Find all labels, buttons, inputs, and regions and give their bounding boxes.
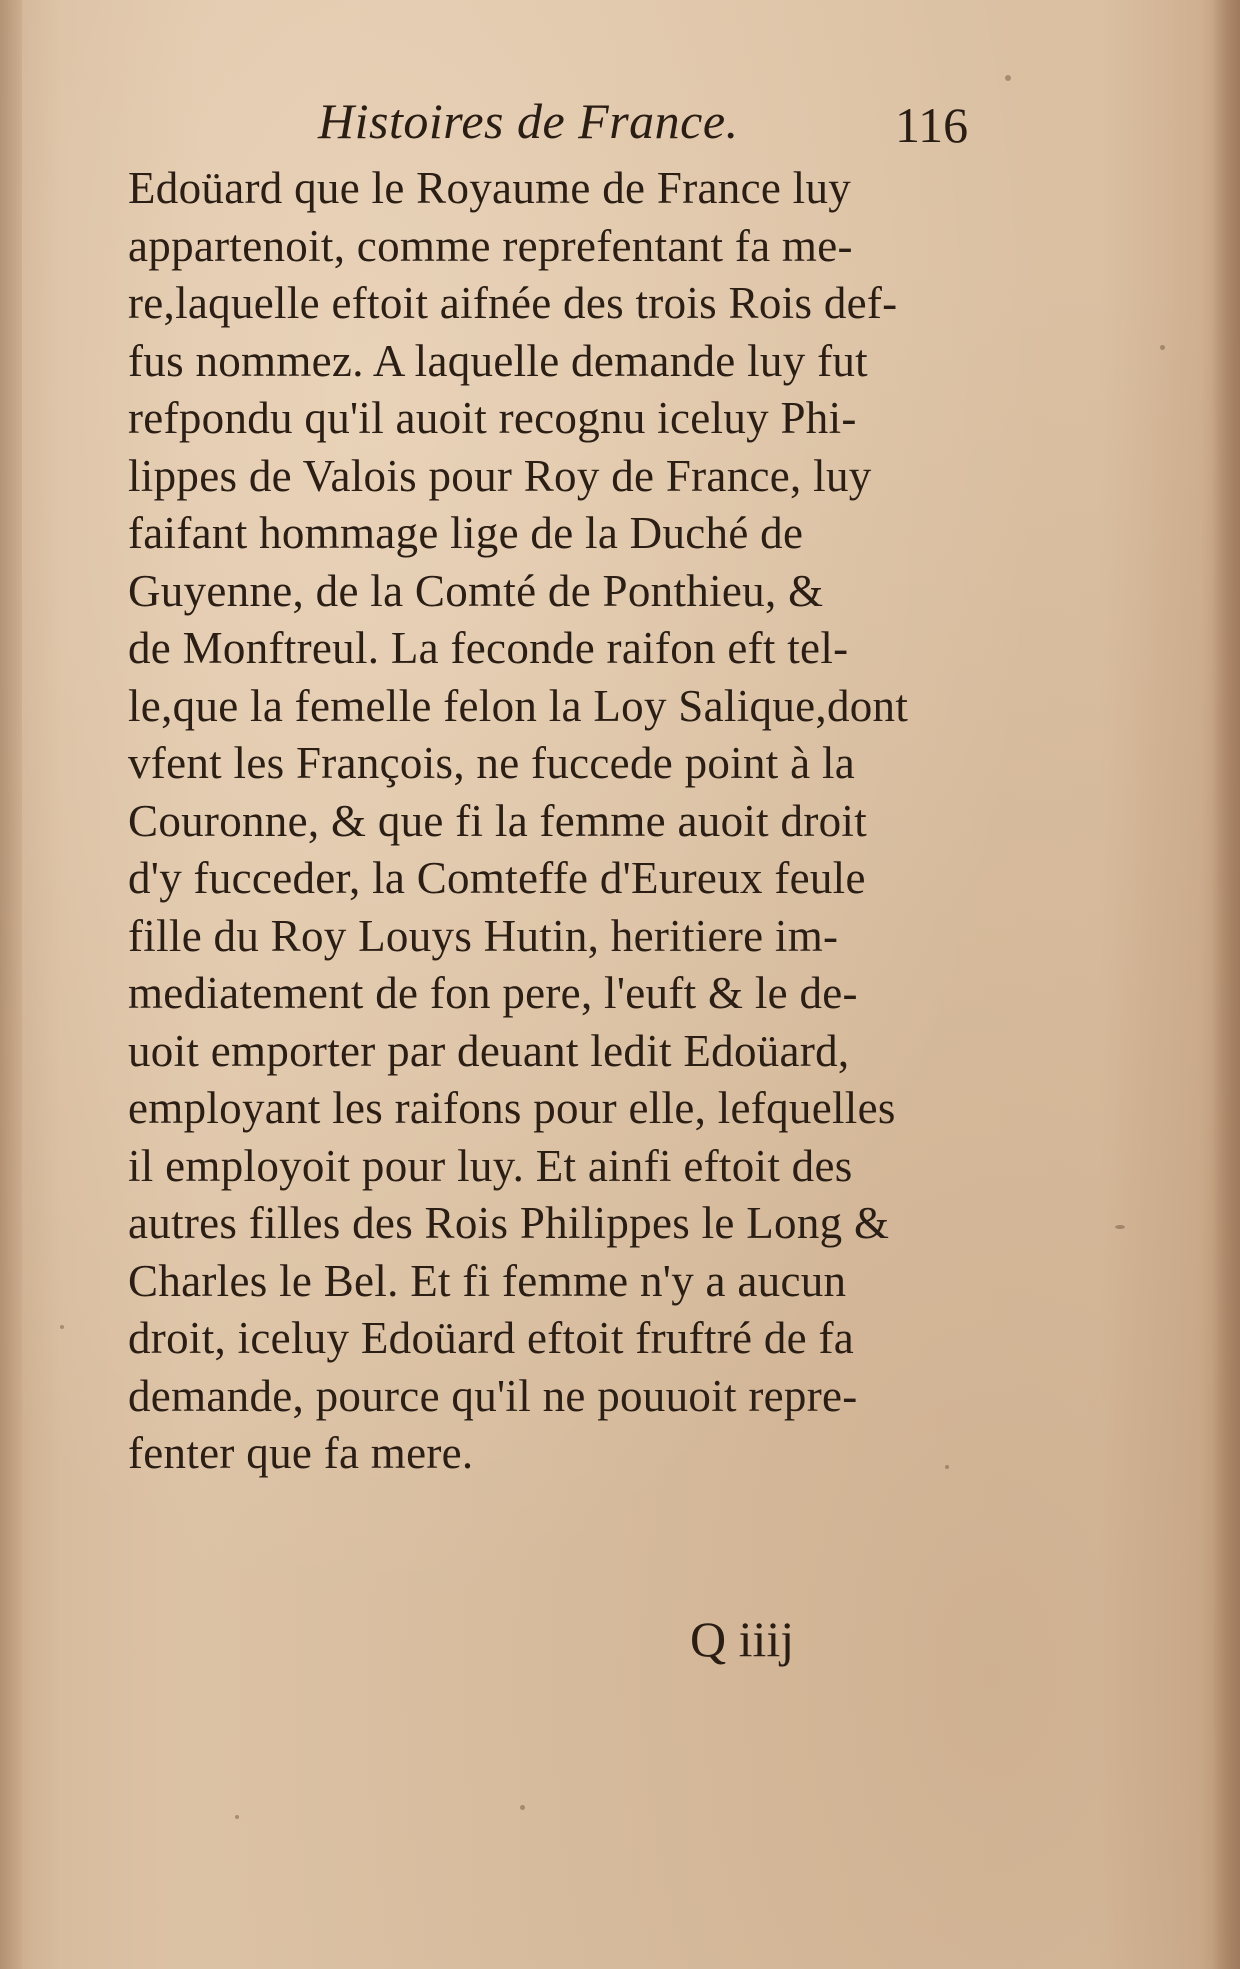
text-line: Guyenne, de la Comté de Ponthieu, & bbox=[128, 565, 824, 616]
page-binding-edge bbox=[0, 0, 22, 1969]
text-line: demande, pource qu'il ne pouuoit repre- bbox=[128, 1370, 858, 1421]
text-line: lippes de Valois pour Roy de France, luy bbox=[128, 450, 872, 501]
text-line: fenter que fa mere. bbox=[128, 1428, 474, 1478]
paper-speck bbox=[1115, 1225, 1125, 1229]
text-line: le,que la femelle felon la Loy Salique,dont bbox=[128, 680, 909, 731]
text-line: Couronne, & que fi la femme auoit droit bbox=[128, 795, 868, 846]
text-line: d'y fucceder, la Comteffe d'Eureux feule bbox=[128, 853, 866, 903]
text-line: employant les raifons pour elle, lefquelles bbox=[128, 1083, 896, 1133]
text-line: vfent les François, ne fuccede point à la bbox=[128, 738, 856, 788]
paper-speck bbox=[945, 1465, 949, 1469]
paper-speck bbox=[235, 1815, 239, 1819]
paper-speck bbox=[1160, 345, 1165, 350]
text-line: fille du Roy Louys Hutin, heritiere im- bbox=[128, 910, 839, 961]
text-line: autres filles des Rois Philippes le Long & bbox=[128, 1198, 890, 1248]
paper-speck bbox=[60, 1325, 64, 1329]
text-line: appartenoit, comme reprefentant fa me- bbox=[128, 220, 853, 271]
running-title: Histoires de France. bbox=[318, 93, 739, 149]
text-line: re,laquelle eftoit aifnée des trois Rois def- bbox=[128, 278, 898, 328]
text-line: refpondu qu'il auoit recognu iceluy Phi- bbox=[128, 393, 857, 443]
page-right-edge bbox=[1212, 0, 1240, 1969]
text-line: il employoit pour luy. Et ainfi eftoit des bbox=[128, 1140, 853, 1191]
paper-speck bbox=[1005, 75, 1011, 81]
text-line: fus nommez. A laquelle demande luy fut bbox=[128, 335, 868, 386]
text-line: Edoüard que le Royaume de France luy bbox=[128, 163, 852, 213]
paper-speck bbox=[520, 1805, 525, 1810]
text-line: Charles le Bel. Et fi femme n'y a aucun bbox=[128, 1255, 847, 1306]
page-number: 116 bbox=[895, 97, 969, 153]
text-line: de Monftreul. La feconde raifon eft tel- bbox=[128, 623, 849, 673]
text-line: faifant hommage lige de la Duché de bbox=[128, 508, 804, 558]
signature-mark: Q iiij bbox=[690, 1611, 795, 1667]
text-line: uoit emporter par deuant ledit Edoüard, bbox=[128, 1025, 850, 1076]
text-line: mediatement de fon pere, l'euft & le de- bbox=[128, 968, 858, 1018]
text-line: droit, iceluy Edoüard eftoit fruftré de fa bbox=[128, 1313, 855, 1363]
body-text bbox=[128, 160, 988, 1483]
